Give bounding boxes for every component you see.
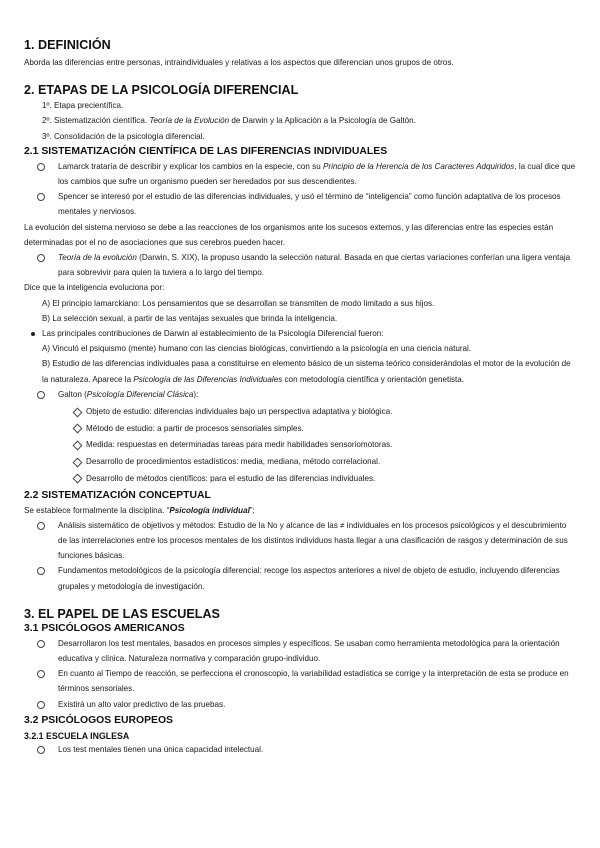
subsection-2-2-title: 2.2 SISTEMATIZACIÓN CONCEPTUAL (24, 489, 211, 501)
subsection-3-2-1-title: 3.2.1 ESCUELA INGLESA (24, 730, 130, 741)
galton-item: Desarrollo de métodos científicos: para el estudio de las diferencias individuales. (24, 471, 576, 488)
list-item-lamarck: Lamarck trataría de describir y explicar los cambios en la especie, con su Principio de la Herencia de los Caracteres Adquiridos, la cual dice que los cambios que sufre un organismo pueden ser heredados por sus descendientes. (24, 159, 576, 189)
list-item: Fundamentos metodológicos de la psicología diferencial: recoge los aspectos anteriores a nivel de objeto de estudio, incluyendo diferencias grupales y metodología de investigación. (24, 563, 576, 593)
section-3-title: 3. EL PAPEL DE LAS ESCUELAS (24, 606, 220, 621)
circle-bullet-icon (37, 567, 45, 575)
subsection-3-2-title: 3.2 PSICÓLOGOS EUROPEOS (24, 714, 173, 726)
evolution-paragraph: La evolución del sistema nervioso se debe a las reacciones de los organismos ante los sucesos externos, y las diferencias entre las especies están determinadas por el no de asociaciones que sus cerebros pueden hacer. (24, 222, 554, 247)
section-1-title: 1. DEFINICIÓN (24, 38, 111, 52)
list-item: Existirá un alto valor predictivo de las pruebas. (24, 697, 576, 714)
list-item: En cuanto al Tiempo de reacción, se perfecciona el cronoscopio, la variabilidad estadística se corrige y la interpretación de esta se produce en términos sensoriales. (24, 666, 576, 696)
list-item-teoria: Teoría de la evolución (Darwin, S. XIX), la propuso usando la selección natural. Basada en que ciertas variaciones conferían una ligera ventaja para sobrevivir para quien la tuviera a lo largo del tiempo. (24, 250, 576, 280)
item-a: A) El principio lamarckiano: Los pensamientos que se desarrollan se transmiten de modo limitado a sus hijos. (42, 298, 435, 308)
circle-bullet-icon (37, 746, 45, 754)
subsection-2-1-title: 2.1 SISTEMATIZACIÓN CIENTÍFICA DE LAS DIFERENCIAS INDIVIDUALES (24, 145, 388, 157)
galton-item: Método de estudio: a partir de procesos sensoriales simples. (24, 421, 576, 438)
galton-item: Medida: respuestas en determinadas tareas para medir habilidades sensoriomotoras. (24, 437, 576, 454)
circle-bullet-icon (37, 670, 45, 678)
circle-bullet-icon (37, 163, 45, 171)
circle-bullet-icon (37, 522, 45, 530)
subsection-3-1-title: 3.1 PSICÓLOGOS AMERICANOS (24, 622, 185, 634)
circle-bullet-icon (37, 640, 45, 648)
item-b: B) La selección sexual, a partir de las ventajas sexuales que brinda la inteligencia. (42, 313, 338, 323)
diamond-bullet-icon (72, 441, 82, 451)
galton-item: Objeto de estudio: diferencias individuales bajo un perspectiva adaptativa y biológica. (24, 404, 576, 421)
diamond-bullet-icon (72, 457, 82, 467)
subsection-2-2-intro: Se establece formalmente la disciplina. “Psicología individual”; (24, 505, 255, 515)
diamond-bullet-icon (72, 424, 82, 434)
circle-bullet-icon (37, 701, 45, 709)
list-item: Análisis sistemático de objetivos y métodos: Estudio de la No y alcance de las ≠ individuales en los procesos psicológicos y el descubrimiento de las interrelaciones entre los procesos mentales de los distintos individuos hasta llegar a una clasificación de rasgos y determinación de sus funciones básicas. (24, 518, 576, 564)
list-item: Los test mentales tienen una única capacidad intelectual. (24, 742, 576, 759)
circle-bullet-icon (37, 193, 45, 201)
list-item: Desarrollaron los test mentales, basados en procesos simples y específicos. Se usaban como herramienta metodológica para la orientación educativa y clínica. Naturaleza normativa y comparación grupo-individuo. (24, 636, 576, 666)
section-2-title: 2. ETAPAS DE LA PSICOLOGÍA DIFERENCIAL (24, 83, 299, 98)
diamond-bullet-icon (72, 474, 82, 484)
list-item-galton: Galton (Psicología Diferencial Clásica): (24, 387, 576, 404)
stage-1: 1º. Etapa precientífica. (42, 101, 124, 111)
galton-item: Desarrollo de procedimientos estadísticos: media, mediana, método correlacional. (24, 454, 576, 471)
list-item-contrib: Las principales contribuciones de Darwin al establecimiento de la Psicología Diferencial fueron: (24, 326, 576, 341)
stage-3: 3º. Consolidación de la psicología diferencial. (42, 131, 205, 141)
section-1-body: Aborda las diferencias entre personas, intraindividuales y relativas a los aspectos que diferencian unos grupos de otros. (24, 58, 454, 67)
circle-bullet-icon (37, 254, 45, 262)
diamond-bullet-icon (72, 407, 82, 417)
contrib-a: A) Vinculó el psiquismo (mente) humano con las ciencias biológicas, convirtiendo a la psicología en una ciencia natural. (42, 344, 472, 354)
dice-paragraph: Dice que la inteligencia evoluciona por: (24, 283, 165, 293)
list-item-spencer: Spencer se interesó por el estudio de las diferencias individuales, y usó el término de “inteligencia” como función adaptativa de los procesos mentales y nerviosos. (24, 189, 576, 219)
contrib-b: B) Estudio de las diferencias individuales pasa a constituirse en elemento básico de un sistema teórico considerándolas el motor de la evolución de la naturaleza. Aparece la Psicología de las Diferencias Individuales con metodología científica y orientación genetista. (42, 359, 571, 384)
circle-bullet-icon (37, 391, 45, 399)
dot-bullet-icon (31, 332, 35, 336)
stage-2: 2º. Sistematización científica. Teoría de la Evolución de Darwin y la Aplicación a la Psicología de Galtón. (42, 116, 416, 126)
